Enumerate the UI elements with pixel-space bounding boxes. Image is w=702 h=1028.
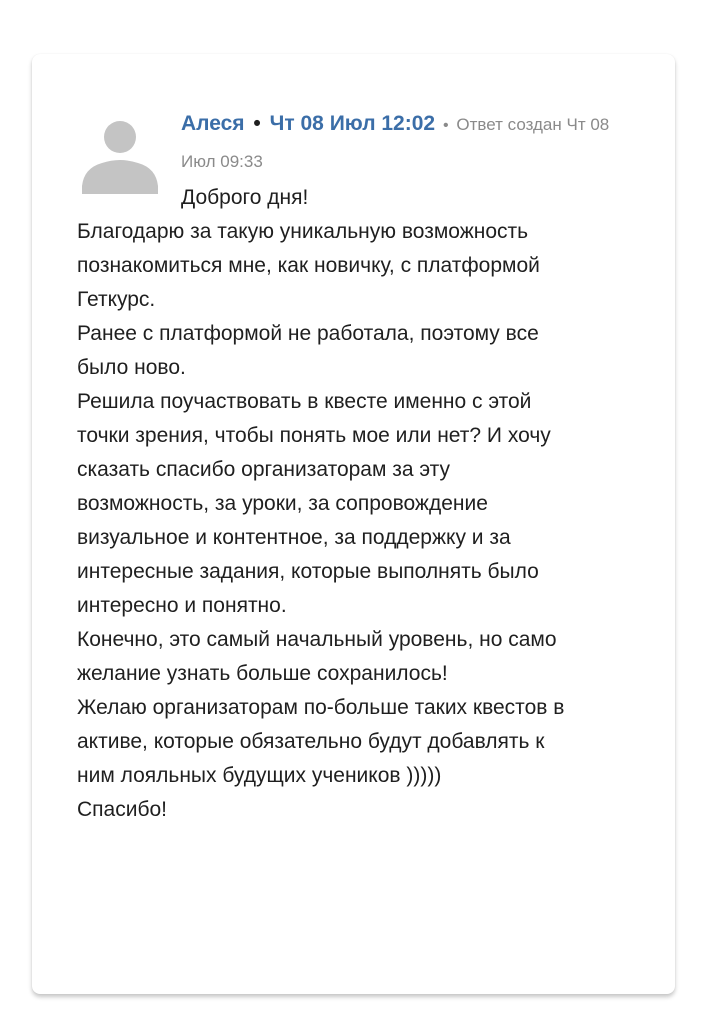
comment-line: Ранее с платформой не работала, поэтому все: [77, 322, 539, 345]
comment-line: сказать спасибо организаторам за эту: [77, 458, 451, 481]
comment-line: Конечно, это самый начальный уровень, но само: [77, 628, 557, 651]
comment-line: интересные задания, которые выполнять было: [77, 560, 539, 583]
comment-header: [181, 106, 647, 179]
comment-line: было ново.: [77, 356, 186, 379]
separator-dot: •: [253, 112, 261, 135]
comment-line: активе, которые обязательно будут добавлять к: [77, 730, 545, 753]
comment-line: Желаю организаторам по-больше таких квестов в: [77, 696, 565, 719]
comment-line: Решила поучаствовать в квесте именно с этой: [77, 390, 532, 413]
comment-line: визуальное и контентное, за поддержку и за: [77, 526, 511, 549]
comment-body: [77, 106, 647, 827]
comment-card: [32, 54, 675, 994]
comment-line: желание узнать больше сохранилось!: [77, 662, 448, 685]
comment-line: точки зрения, чтобы понять мое или нет? И хочу: [77, 424, 551, 447]
comment-line: Геткурс.: [77, 288, 156, 311]
comment-line: познакомиться мне, как новичку, с платформой: [77, 254, 540, 277]
post-time[interactable]: Чт 08 Июл 12:02: [269, 112, 436, 135]
author-name[interactable]: Алеся: [181, 112, 245, 135]
comment-line: Спасибо!: [77, 798, 167, 821]
comment-line: Доброго дня!: [181, 186, 309, 209]
comment-line: Благодарю за такую уникальную возможность: [77, 220, 529, 243]
reply-created-time: Ответ создан Чт 08 Июл 09:33: [181, 115, 610, 171]
separator-dot-small: •: [442, 117, 449, 134]
comment-line: возможность, за уроки, за сопровождение: [77, 492, 488, 515]
comment-line: ним лояльных будущих учеников ))))): [77, 764, 442, 787]
comment-line: интересно и понятно.: [77, 594, 287, 617]
